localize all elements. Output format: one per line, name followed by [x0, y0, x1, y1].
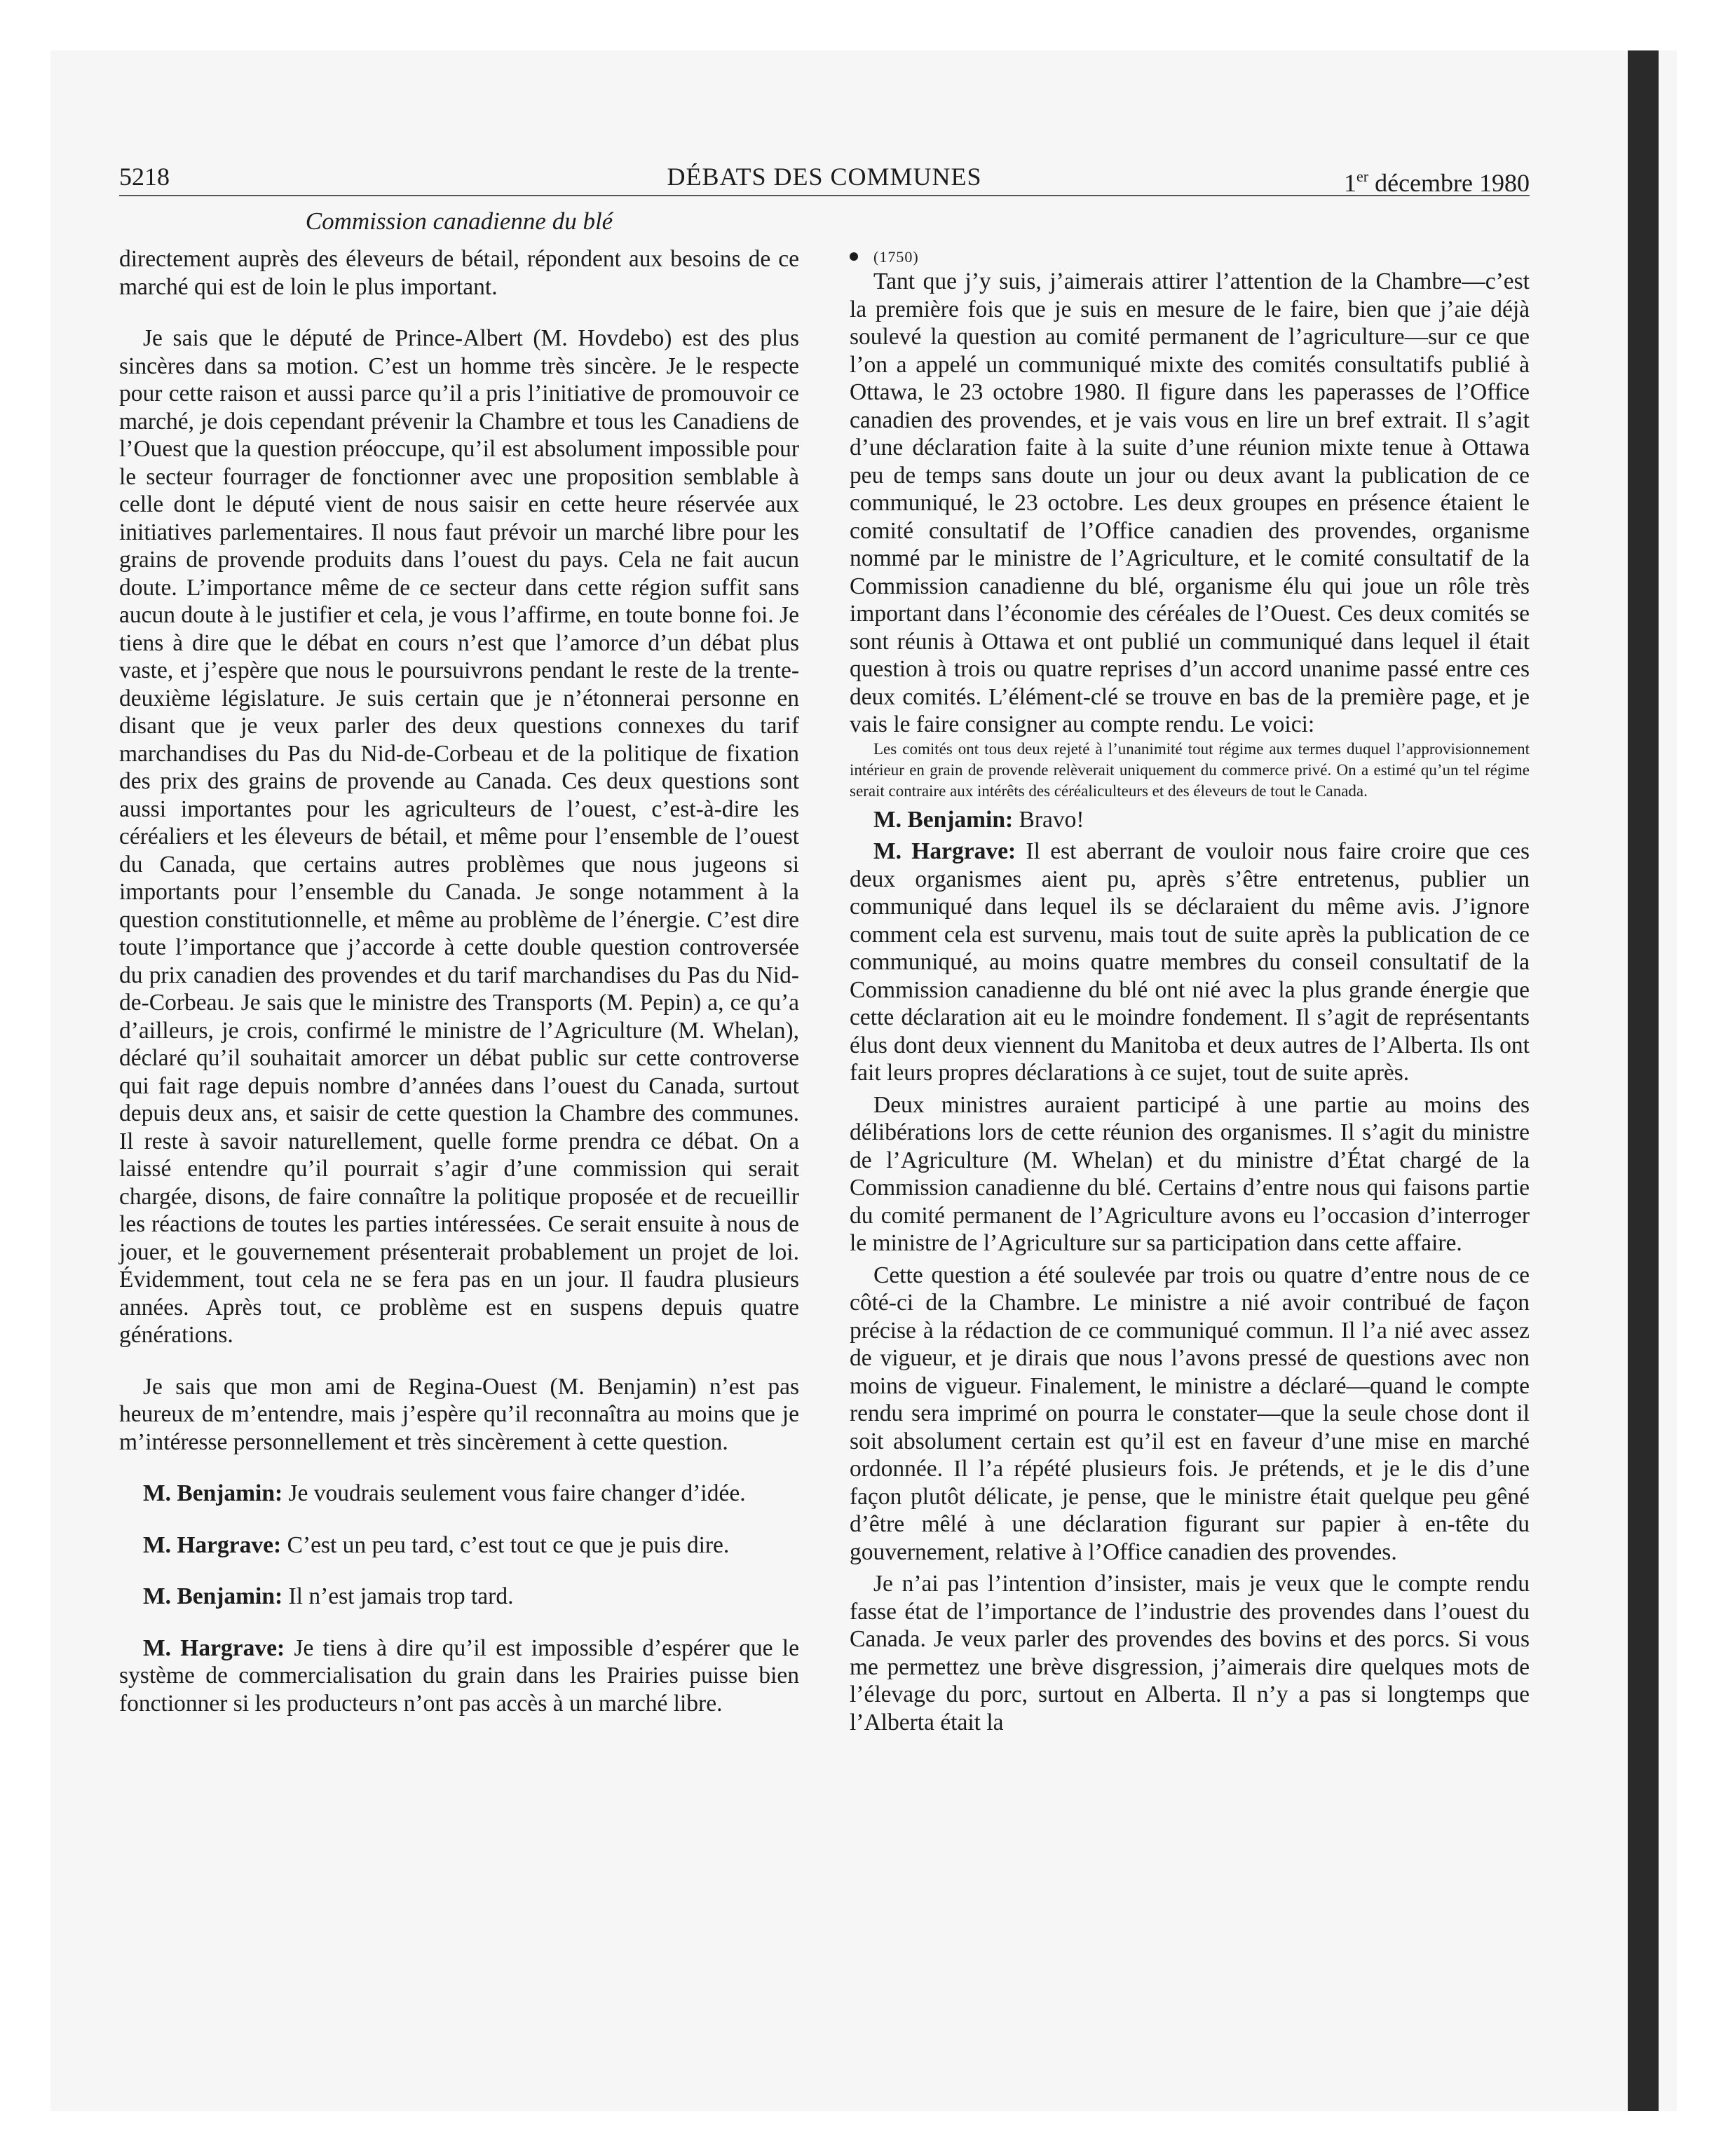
paragraph: Je sais que le député de Prince-Albert (M. Hovdebo) est des plus sincères dans sa motion. C’est un homme très sincère. Je le respecte pour cette raison et aussi parce qu’il a pris l’initiative de promouvoir ce marché, je dois cependant prévenir la Chambre et tous les Canadiens de l’Ouest que la question préoccupe, qu’il est absolument impossible pour le secteur fourrager de fonctionner avec une proposition semblable à celle dont le député vient de nous saisir en cette heure réservée aux initiatives parlementaires. Il nous faut prévoir un marché libre pour les grains de provende produits dans l’ouest du pays. Cela ne fait aucun doute. L’importance même de ce secteur dans cette région suffit sans aucun doute à le justifier et cela, je vous l’affirme, en toute bonne foi. Je tiens à dire que le débat en cours n’est que l’amorce d’un débat plus vaste, et j’espère que nous le poursuivrons pendant le reste de la trente-deuxième législature. Je suis certain que je n’étonnerai personne en disant que je veux parler des deux questions connexes du tarif marchandises du Pas du Nid-de-Corbeau et de la politique de fixation des prix des grains de provende au Canada. Ces deux questions sont aussi importantes pour les agriculteurs de l’ouest, c’est-à-dire les céréaliers et les éleveurs de bétail, et même pour l’ensemble de l’ouest du Canada, que certains autres problèmes que nous jugeons si importants pour l’ensemble du Canada. Je songe notamment à la question constitutionnelle, et même au problème de l’énergie. C’est dire toute l’importance que j’accorde à cette double question controversée du prix canadien des provendes et du tarif marchandises du Pas du Nid-de-Corbeau. Je sais que le ministre des Transports (M. Pepin) a, ce qu’a d’ailleurs, je crois, confirmé le ministre de l’Agriculture (M. Whelan), déclaré qu’il souhaitait amorcer un débat public sur cette controverse qui fait rage depuis nombre d’années dans l’ouest du Canada, surtout depuis deux ans, et saisir de cette question la Chambre des communes. Il reste à savoir naturellement, quelle forme prendra ce débat. On a laissé entendre qu’il pourrait s’agir d’une commission qui serait chargée, disons, de faire connaître la politique proposée et de recueillir les réactions de toutes les parties intéressées. Ce serait ensuite à nous de jouer, et le gouvernement présenterait probablement un projet de loi. Évidemment, tout cela ne se fera pas en un jour. Il faudra plusieurs années. Après tout, ce problème est en suspens depuis quatre générations.	[119, 325, 799, 1348]
bullet-dot-icon	[850, 252, 858, 261]
speaker-name: M. Hargrave:	[873, 838, 1016, 864]
quoted-excerpt: Les comités ont tous deux rejeté à l’unanimité tout régime aux termes duquel l’approvisionnement intérieur en grain de provende relèverait uniquement du commerce privé. On a estimé qu’un tel régime serait contraire aux intérêts des céréaliculteurs et des éleveurs de tout le Canada.	[850, 739, 1530, 800]
speech: M. Benjamin: Il n’est jamais trop tard.	[143, 1583, 514, 1609]
speech: M. Hargrave: C’est un peu tard, c’est tout ce que je puis dire.	[143, 1531, 730, 1558]
speech: M. Benjamin: Je voudrais seulement vous faire changer d’idée.	[143, 1480, 746, 1506]
speaker-name: M. Hargrave:	[143, 1531, 282, 1558]
paragraph: Deux ministres auraient participé à une partie au moins des délibérations lors de cette réunion des organismes. Il s’agit du ministre de l’Agriculture (M. Whelan) et du ministre d’État chargé de la Commission canadienne du blé. Certains d’entre nous qui faisons partie du comité permanent de l’Agriculture avons eu l’occasion d’interroger le ministre de l’Agriculture sur sa participation dans cette affaire.	[850, 1091, 1530, 1256]
left-column	[119, 245, 799, 1717]
time-marker: (1750)	[850, 247, 1530, 268]
right-column	[850, 247, 1530, 1736]
scan-edge-bar	[1628, 50, 1659, 2111]
section-subheading: Commission canadienne du blé	[305, 207, 613, 235]
paragraph: Je n’ai pas l’intention d’insister, mais je veux que le compte rendu fasse état de l’importance de l’industrie des provendes dans l’ouest du Canada. Je veux parler des provendes des bovins et des porcs. Si vous me permettez une brève disgression, j’aimerais dire quelques mots de l’élevage du porc, surtout en Alberta. Il n’y a pas si longtemps que l’Alberta était la	[850, 1571, 1530, 1735]
speech: M. Benjamin: Bravo!	[873, 806, 1084, 833]
speaker-name: M. Benjamin:	[143, 1480, 283, 1506]
header-rule	[119, 195, 1530, 196]
paragraph: directement auprès des éleveurs de bétail, répondent aux besoins de ce marché qui est de loin le plus important.	[119, 246, 799, 300]
publication-title: DÉBATS DES COMMUNES	[667, 163, 982, 191]
speaker-name: M. Benjamin:	[873, 806, 1014, 833]
running-header	[119, 158, 1530, 195]
paragraph: Je sais que mon ami de Regina-Ouest (M. Benjamin) n’est pas heureux de m’entendre, mais j’espère qu’il reconnaîtra au moins que je m’intéresse personnellement et très sincèrement à cette question.	[119, 1373, 799, 1455]
speaker-name: M. Benjamin:	[143, 1583, 283, 1609]
speech: M. Hargrave: Il est aberrant de vouloir nous faire croire que ces deux organismes aient pu, après s’être entretenus, publier un communiqué dans lequel ils se déclaraient du même avis. J’ignore comment cela est survenu, mais tout de suite après la publication de ce communiqué, au moins quatre membres du conseil consultatif de la Commission canadienne du blé ont nié avec la plus grande énergie que cette déclaration ait eu le moindre fondement. Il s’agit de représentants élus dont deux viennent du Manitoba et deux autres de l’Alberta. Ils ont fait leurs propres déclarations à ce sujet, tout de suite après.	[850, 838, 1530, 1086]
page-number: 5218	[119, 163, 170, 191]
speech: M. Hargrave: Je tiens à dire qu’il est impossible d’espérer que le système de commercialisation du grain dans les Prairies puisse bien fonctionner si les producteurs n’ont pas accès à un marché libre.	[119, 1635, 799, 1717]
header-date: 1er décembre 1980	[1344, 168, 1530, 197]
paragraph: Cette question a été soulevée par trois ou quatre d’entre nous de ce côté-ci de la Chambre. Le ministre a nié avoir contribué de façon précise à la rédaction de ce communiqué commun. Il l’a nié avec assez de vigueur, et je dirais que nous l’avons pressé de questions avec non moins de vigueur. Finalement, le ministre a déclaré—quand le compte rendu sera imprimé on pourra le constater—que la seule chose dont il soit absolument certain est qu’il est en faveur d’une mise en marché ordonnée. Il l’a répété plusieurs fois. Je prétends, et je le dis d’une façon plutôt délicate, je pense, que le ministre était quelque peu gêné d’être mêlé à une déclaration figurant sur papier à en-tête du gouvernement, relative à l’Office canadien des provendes.	[850, 1262, 1530, 1565]
speaker-name: M. Hargrave:	[143, 1635, 285, 1661]
paragraph: Tant que j’y suis, j’aimerais attirer l’attention de la Chambre—c’est la première fois que je suis en mesure de le faire, bien que j’aie déjà soulevé la question au comité permanent de l’agriculture—sur ce que l’on a appelé un communiqué mixte des comités consultatifs publié à Ottawa, le 23 octobre 1980. Il figure dans les paperasses de l’Office canadien des provendes, et je vais vous en lire un bref extrait. Il s’agit d’une déclaration faite à la suite d’une réunion mixte tenue à Ottawa peu de temps sans doute un jour ou deux avant la publication de ce communiqué, le 23 octobre. Les deux groupes en présence étaient le comité consultatif de l’Office canadien des provendes, organisme nommé par le ministre de l’Agriculture, et le comité consultatif de la Commission canadienne du blé, organisme élu qui joue un rôle très important dans l’économie des céréales de l’Ouest. Ces deux comités se sont réunis à Ottawa et ont publié un communiqué dans lequel il était question à trois ou quatre reprises d’un accord unanime passé entre ces deux comités. L’élément-clé se trouve en bas de la première page, et je vais le faire consigner au compte rendu. Le voici:	[850, 268, 1530, 737]
